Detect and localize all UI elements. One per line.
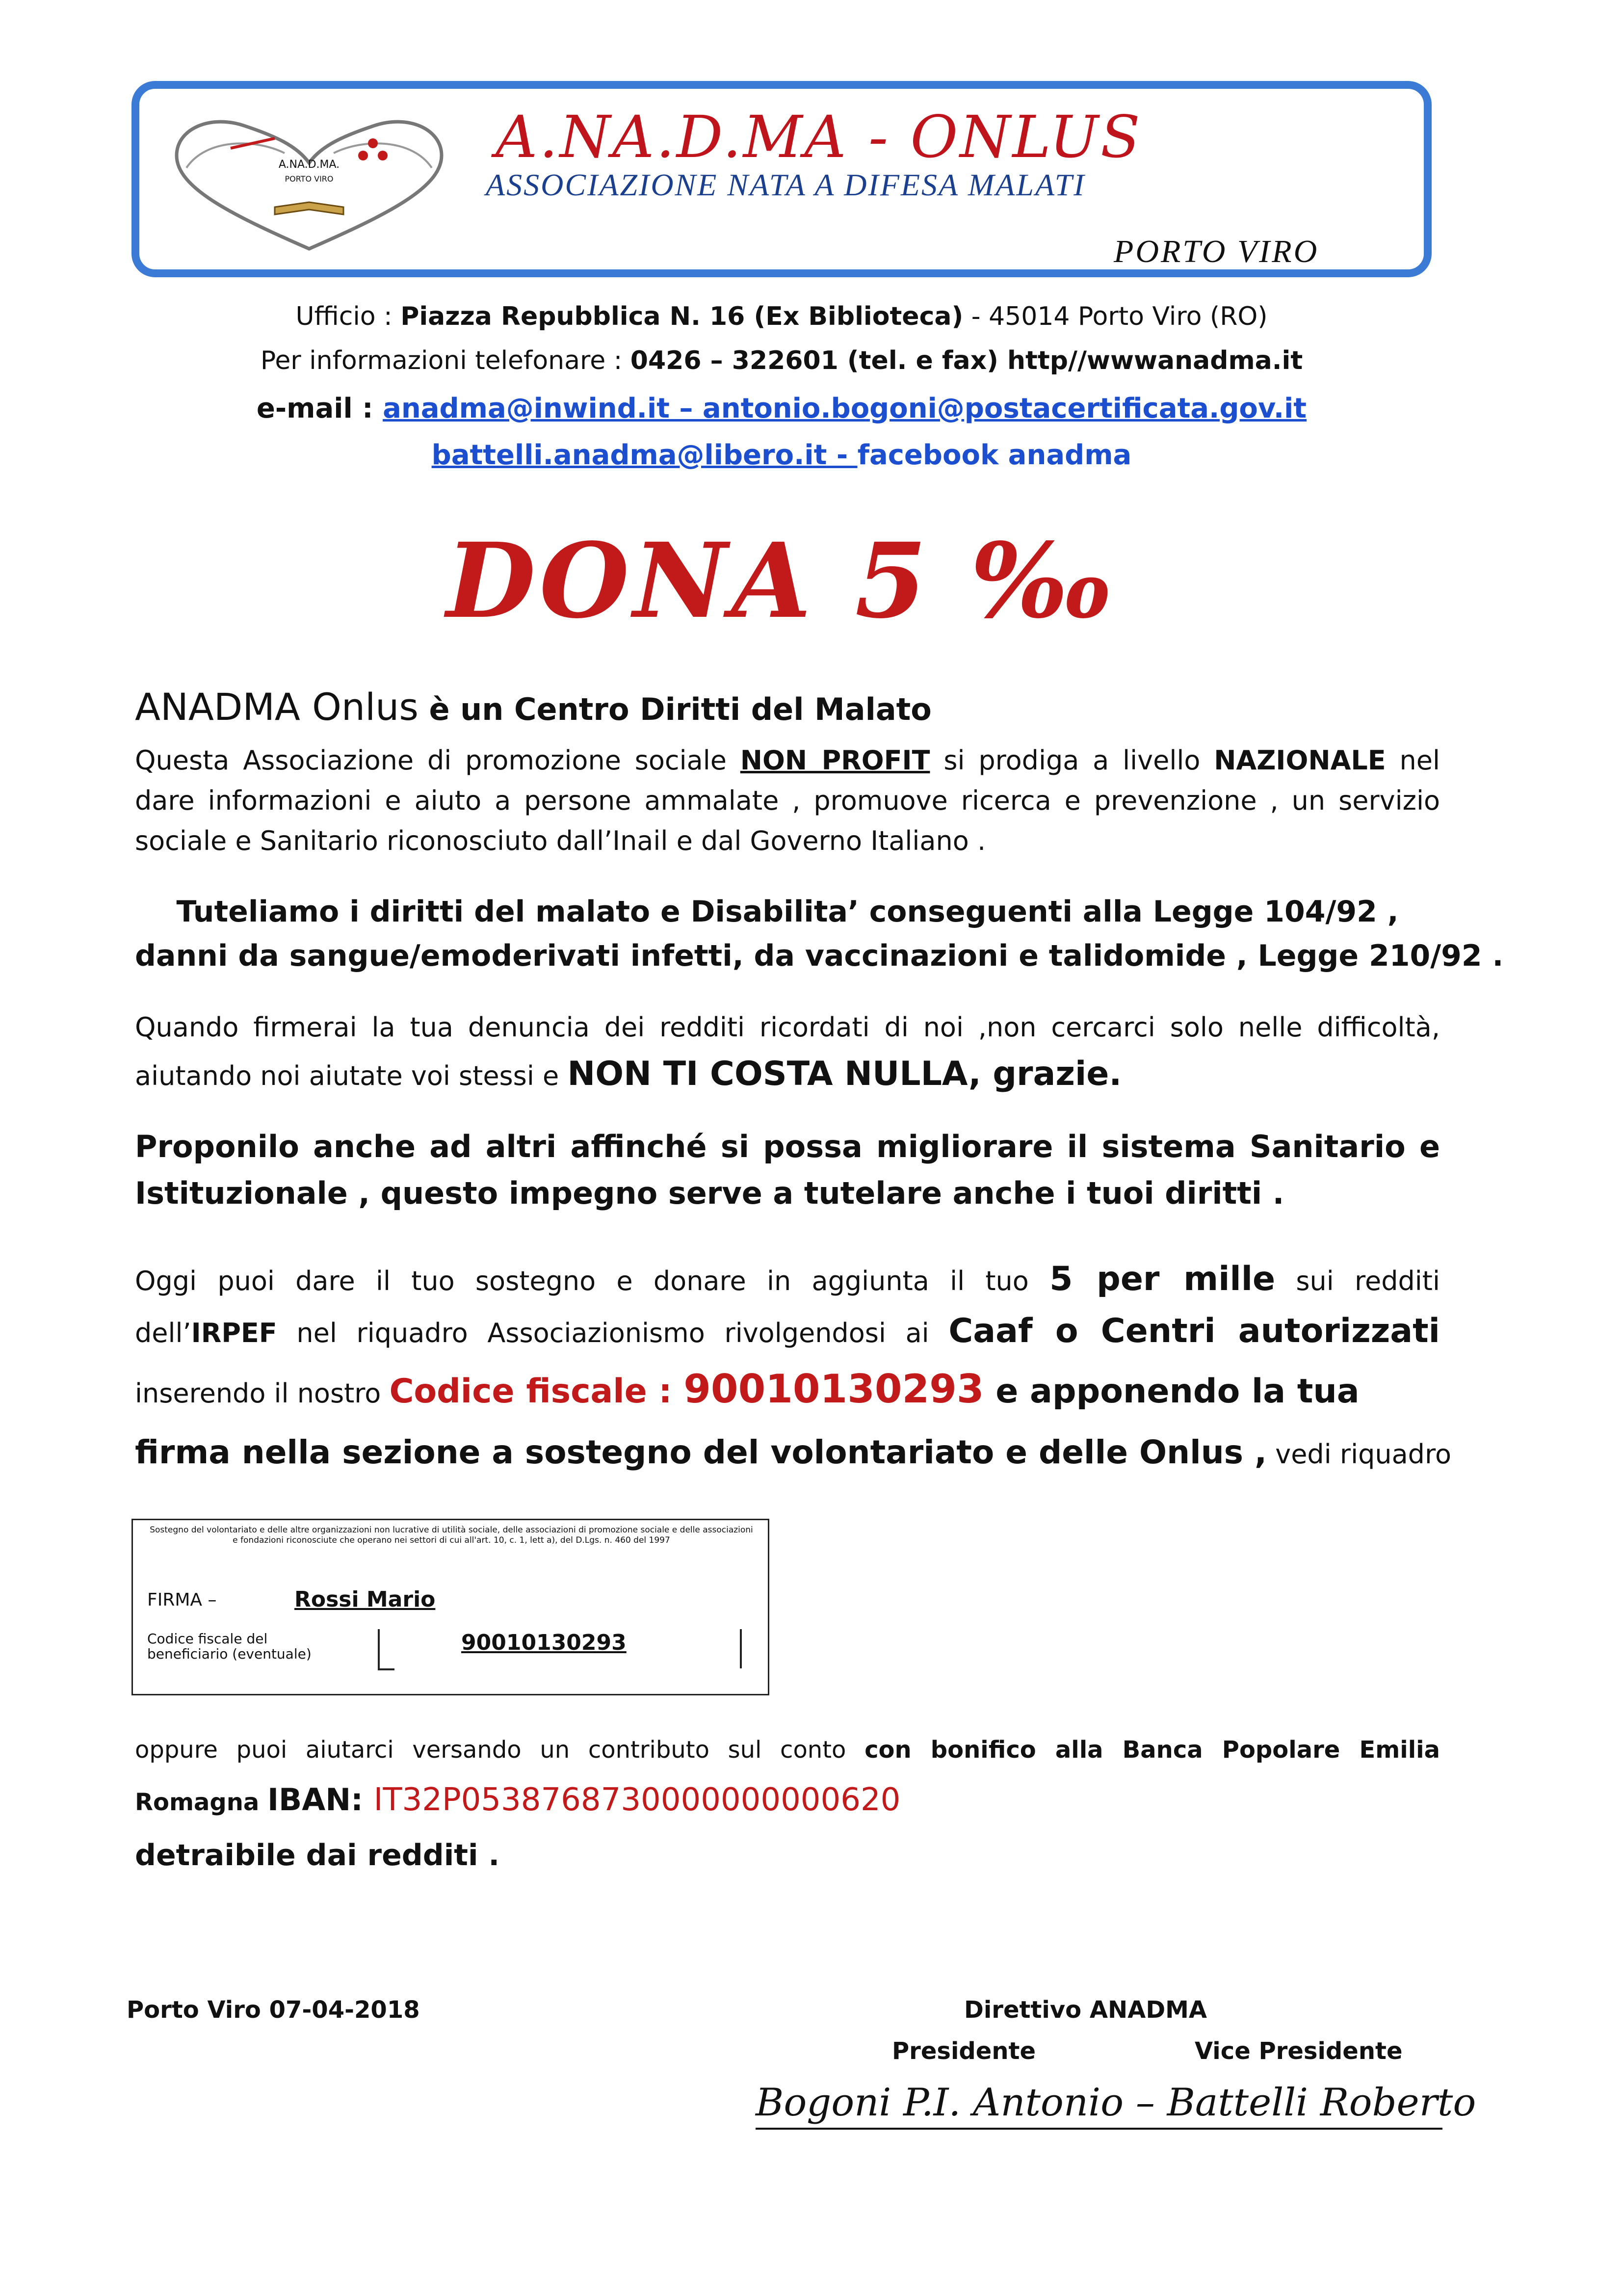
form-cf-value: 90010130293 bbox=[461, 1630, 627, 1655]
footer-date: Porto Viro 07-04-2018 bbox=[127, 1996, 420, 2024]
form-firma-label: FIRMA – bbox=[147, 1590, 217, 1610]
office-city: - 45014 Porto Viro (RO) bbox=[963, 302, 1268, 331]
email-link-1[interactable]: anadma@inwind.it – antonio.bogoni@postacertificata.gov.it bbox=[383, 393, 1307, 424]
email-line bbox=[131, 393, 1432, 424]
iban-label: IBAN: bbox=[267, 1782, 374, 1818]
p1-text-c: si prodiga a livello bbox=[930, 745, 1214, 776]
form-note: Sostegno del volontariato e delle altre organizzazioni non lucrative di utilità sociale, delle associazioni di promozione sociale e delle associazioni e fondazioni riconosciute che operano nei settori di cui all'art. 10, c. 1, lett a), del D.Lgs. n. 460 del 1997 bbox=[150, 1525, 753, 1546]
paragraph-4-line-1: Proponilo anche ad altri affinché si possa migliorare il sistema Sanitario e bbox=[135, 1129, 1440, 1164]
irpef-text: IRPEF bbox=[191, 1318, 277, 1348]
codice-fiscale-value: 90010130293 bbox=[683, 1366, 984, 1412]
p1-text-a: Questa Associazione di promozione sociale bbox=[135, 745, 740, 776]
intro-heading bbox=[135, 685, 1440, 729]
email-line-2 bbox=[131, 439, 1432, 471]
phone-label: Per informazioni telefonare : bbox=[260, 346, 630, 375]
heart-logo-icon bbox=[157, 109, 461, 256]
form-cf-label: Codice fiscale del beneficiario (eventuale) bbox=[147, 1631, 312, 1662]
intro-rest: è un Centro Diritti del Malato bbox=[418, 691, 932, 727]
office-address: Piazza Repubblica N. 16 (Ex Biblioteca) bbox=[400, 302, 964, 331]
codice-fiscale-label: Codice fiscale : bbox=[389, 1372, 684, 1411]
p5-text-4a: firma nella sezione a sostegno del volontariato e delle Onlus , bbox=[135, 1433, 1267, 1471]
non-ti-costa-text: NON TI COSTA NULLA, grazie. bbox=[567, 1055, 1122, 1093]
email-label: e-mail : bbox=[256, 393, 383, 424]
office-label: Ufficio : bbox=[295, 302, 401, 331]
intro-name: ANADMA Onlus bbox=[135, 685, 419, 729]
paragraph-4-line-2: Istituzionale , questo impegno serve a tutelare anche i tuoi diritti . bbox=[135, 1175, 1284, 1211]
paragraph-1-line-1 bbox=[135, 745, 1440, 777]
p5-text-3a: inserendo il nostro bbox=[135, 1378, 390, 1409]
non-profit-text: NON PROFIT bbox=[740, 745, 930, 776]
bank-line-1 bbox=[135, 1736, 1440, 1765]
form-cf-bracket-left bbox=[378, 1629, 394, 1670]
p5-text-1c: sui redditi bbox=[1275, 1266, 1440, 1296]
paragraph-5-line-3 bbox=[135, 1366, 1440, 1413]
iban-value: IT32P0538768730000000000620 bbox=[373, 1782, 901, 1818]
paragraph-1-line-3: sociale e Sanitario riconosciuto dall’Inail e dal Governo Italiano . bbox=[135, 825, 986, 856]
paragraph-5-line-1 bbox=[135, 1259, 1440, 1299]
org-title: A.NA.D.MA - ONLUS bbox=[496, 103, 1142, 171]
org-city: PORTO VIRO bbox=[1114, 234, 1319, 269]
org-subtitle: ASSOCIAZIONE NATA A DIFESA MALATI bbox=[486, 167, 1086, 202]
p5-text-1a: Oggi puoi dare il tuo sostegno e donare in aggiunta il tuo bbox=[135, 1266, 1050, 1296]
paragraph-5-line-2 bbox=[135, 1311, 1440, 1351]
paragraph-1-line-2: dare informazioni e aiuto a persone ammalate , promuove ricerca e prevenzione , un servizio bbox=[135, 785, 1440, 816]
footer-vice-president: Vice Presidente bbox=[1195, 2037, 1403, 2065]
footer-president: Presidente bbox=[892, 2037, 1036, 2065]
caaf-text: Caaf o Centri autorizzati bbox=[948, 1312, 1440, 1350]
nazionale-text: NAZIONALE bbox=[1214, 745, 1386, 776]
phone-value: 0426 – 322601 (tel. e fax) http//wwwanadma.it bbox=[630, 346, 1303, 375]
paragraph-5-line-4 bbox=[135, 1433, 1451, 1472]
p3-text-a: aiutando noi aiutate voi stessi e bbox=[135, 1060, 568, 1091]
paragraph-3-line-1: Quando firmerai la tua denuncia dei redditi ricordati di noi ,non cercarci solo nelle difficoltà, bbox=[135, 1012, 1440, 1043]
romagna-text: Romagna bbox=[135, 1789, 267, 1816]
bank-text-1a: oppure puoi aiutarci versando un contributo sul conto bbox=[135, 1736, 865, 1764]
facebook-link[interactable]: facebook anadma bbox=[857, 439, 1132, 471]
footer-board: Direttivo ANADMA bbox=[964, 1996, 1207, 2024]
five-per-mille-text: 5 per mille bbox=[1049, 1260, 1276, 1298]
paragraph-3-line-2 bbox=[135, 1054, 1440, 1094]
logo-subtext: PORTO VIRO bbox=[285, 174, 334, 184]
vedi-riquadro-text: vedi riquadro bbox=[1267, 1439, 1451, 1470]
handwritten-signature: Bogoni P.I. Antonio – Battelli Roberto bbox=[756, 2081, 1442, 2130]
paragraph-2-line-1: Tuteliamo i diritti del malato e Disabilita’ conseguenti alla Legge 104/92 , bbox=[176, 895, 1399, 929]
logo-text: A.NA.D.MA. bbox=[278, 158, 340, 171]
paragraph-2-line-2: danni da sangue/emoderivati infetti, da vaccinazioni e talidomide , Legge 210/92 . bbox=[135, 939, 1504, 973]
bank-text-1b: con bonifico alla Banca Popolare Emilia bbox=[864, 1736, 1440, 1764]
office-address-line bbox=[131, 302, 1432, 331]
form-firma-value: Rossi Mario bbox=[294, 1587, 436, 1612]
p5-text-3d: e apponendo la tua bbox=[984, 1372, 1360, 1411]
bank-line-2 bbox=[135, 1781, 1440, 1819]
form-cf-bracket-right bbox=[725, 1629, 742, 1668]
bank-line-3: detraibile dai redditi . bbox=[135, 1838, 500, 1873]
phone-line bbox=[131, 346, 1432, 375]
p1-text-e: nel bbox=[1386, 745, 1440, 776]
p5-text-2a: dell’ bbox=[135, 1318, 191, 1348]
p5-text-2c: nel riquadro Associazionismo rivolgendosi ai bbox=[277, 1318, 949, 1348]
email-link-2[interactable]: battelli.anadma@libero.it - bbox=[431, 439, 858, 471]
donate-headline: DONA 5 ‰ bbox=[446, 520, 1117, 641]
